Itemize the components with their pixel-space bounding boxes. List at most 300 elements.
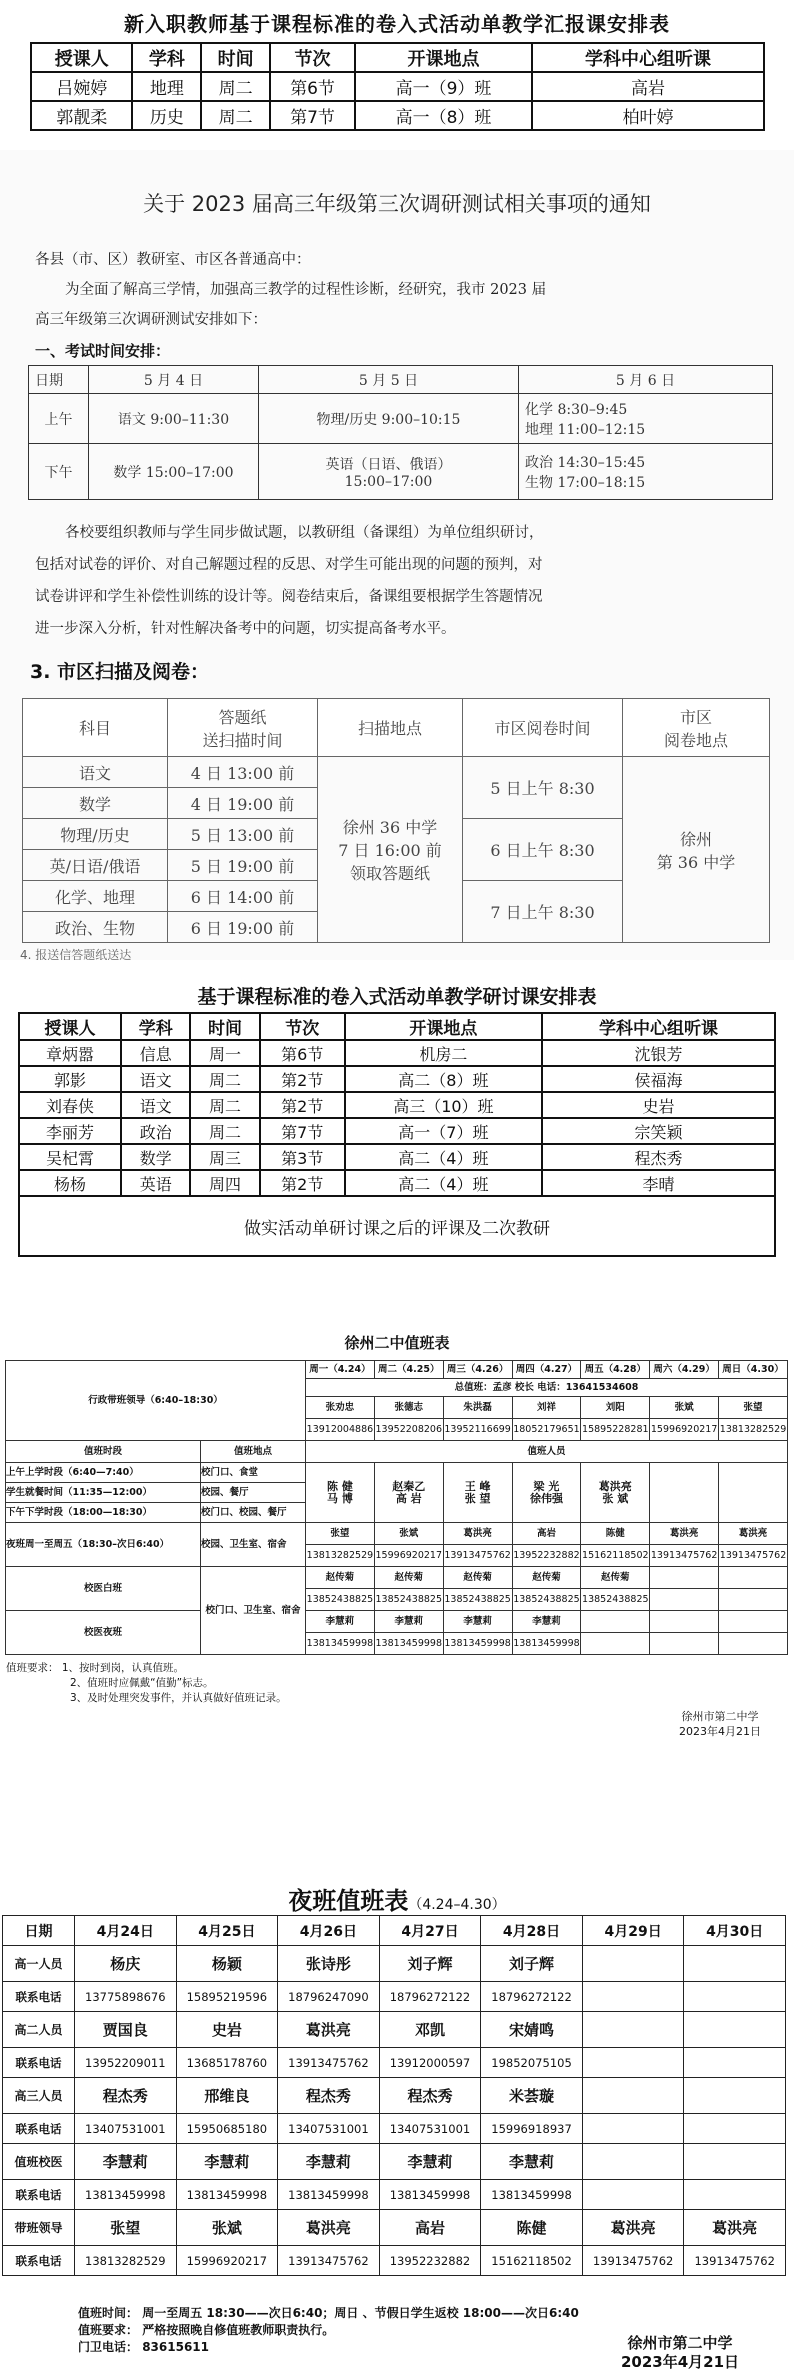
row-label: 高二人员	[3, 2012, 75, 2048]
title-text: 夜班值班表	[288, 1887, 409, 1915]
exam-time-table	[28, 365, 773, 500]
table-cell: 高二（4）班	[345, 1144, 542, 1170]
empty-cell	[581, 1633, 650, 1655]
table-cell: 周三	[190, 1144, 259, 1170]
leader-name: 张德志	[374, 1397, 443, 1419]
phone: 13912000597	[379, 2048, 481, 2078]
row-label: 上午	[29, 394, 89, 444]
notice-intro-line: 高三年级第三次调研测试安排如下：	[35, 312, 267, 328]
table-cell: 杨杨	[19, 1170, 121, 1196]
row-label: 值班校医	[3, 2144, 75, 2180]
table-cell: 周一	[190, 1040, 259, 1066]
phone: 15996918937	[481, 2114, 583, 2144]
col-header: 值班时段	[6, 1441, 201, 1463]
phone: 13813282529	[719, 1419, 788, 1441]
slot-place: 校园、餐厅	[201, 1483, 306, 1503]
leader-name: 朱洪磊	[443, 1397, 512, 1419]
empty-cell	[650, 1567, 719, 1589]
table-row	[29, 444, 773, 500]
foot-label: 值班时间：	[78, 2306, 139, 2320]
exam-entry: 化学 8:30–9:45	[525, 401, 628, 418]
teaching-report-section	[0, 0, 794, 150]
table-cell: 第3节	[260, 1144, 345, 1170]
duty-name: 李慧莉	[481, 2144, 583, 2180]
day-header: 周一（4.24）	[306, 1361, 375, 1379]
table-cell: 第2节	[260, 1170, 345, 1196]
slot-staff: 葛洪亮 张 斌	[581, 1463, 650, 1523]
table-row	[19, 1170, 775, 1196]
table-cell: 英语	[121, 1170, 190, 1196]
header-cell: 学科	[121, 1013, 190, 1040]
requirement-item: 1、按时到岗，认真值班。	[61, 1662, 185, 1674]
table-cell: 周四	[190, 1170, 259, 1196]
table-cell: 沈银芳	[542, 1040, 775, 1066]
table-cell	[259, 444, 519, 500]
subject-cell: 英/日语/俄语	[23, 850, 168, 881]
phone	[684, 1982, 786, 2012]
table-row	[3, 2246, 786, 2276]
duty-name: 程杰秀	[75, 2078, 177, 2114]
empty-cell	[650, 1463, 719, 1523]
exam-entry: 生物 17:00–18:15	[525, 474, 646, 491]
table-cell: 第2节	[260, 1092, 345, 1118]
seminar-section	[0, 960, 794, 1260]
mark-place-cell	[623, 757, 770, 943]
slot-place: 校门口、校园、餐厅	[201, 1503, 306, 1523]
signature-org: 徐州市第二中学	[681, 1710, 759, 1723]
slot-staff: 王 峰 张 望	[443, 1463, 512, 1523]
phone: 15996920217	[374, 1545, 443, 1567]
table-cell: 语文	[121, 1066, 190, 1092]
row-label: 高三人员	[3, 2078, 75, 2114]
table-cell: 信息	[121, 1040, 190, 1066]
empty-cell	[581, 1611, 650, 1633]
duty-name: 米荟璇	[481, 2078, 583, 2114]
place-line: 徐州 36 中学	[342, 818, 438, 837]
phone: 15996920217	[176, 2246, 278, 2276]
night-name: 张望	[306, 1523, 375, 1545]
phone	[684, 2180, 786, 2210]
phone: 13685178760	[176, 2048, 278, 2078]
phone: 15895228281	[581, 1419, 650, 1441]
slot-staff: 陈 健 马 博	[306, 1463, 375, 1523]
duty-name	[684, 2144, 786, 2180]
phone: 18052179651	[512, 1419, 581, 1441]
header-cell: 5 月 6 日	[519, 366, 773, 394]
leader-name: 张劝忠	[306, 1397, 375, 1419]
time-cell: 5 日 19:00 前	[168, 850, 318, 881]
date-label: 日期	[3, 1916, 75, 1946]
table-row	[6, 1463, 788, 1483]
phone: 15162118502	[581, 1545, 650, 1567]
notice-intro-line: 为全面了解高三学情，加强高三教学的过程性诊断，经研究，我市 2023 届	[65, 282, 547, 298]
time-cell: 6 日 14:00 前	[168, 881, 318, 912]
phone: 13913475762	[684, 2246, 786, 2276]
table-cell: 地理	[132, 72, 201, 101]
header-cell: 市区阅卷时间	[463, 699, 623, 757]
table-row	[31, 101, 764, 130]
duty-name	[684, 2012, 786, 2048]
notice-paragraph: 包括对试卷的评价、对自己解题过程的反思、对学生可能出现的问题的预判，对	[35, 557, 543, 573]
doctor-name: 赵传菊	[443, 1567, 512, 1589]
cut-off-text: 4. 报送信答题纸送达	[20, 948, 132, 960]
phone	[684, 2048, 786, 2078]
table-row	[3, 1946, 786, 1982]
duty-name: 邓凯	[379, 2012, 481, 2048]
table-cell: 语文	[121, 1092, 190, 1118]
duty-name	[582, 2012, 684, 2048]
phone: 13813459998	[512, 1633, 581, 1655]
signature-org: 徐州市第二中学	[627, 2334, 733, 2352]
date-header: 4月26日	[278, 1916, 380, 1946]
header-cell: 时间	[201, 43, 270, 72]
seminar-schedule-table	[18, 1012, 776, 1257]
phone: 13913475762	[719, 1545, 788, 1567]
leader-name: 张斌	[650, 1397, 719, 1419]
header-line: 答题纸	[218, 707, 267, 727]
table-cell: 第7节	[260, 1118, 345, 1144]
table-cell	[519, 444, 773, 500]
scan-place-cell	[318, 757, 463, 943]
header-cell: 科目	[23, 699, 168, 757]
row-label: 带班领导	[3, 2210, 75, 2246]
phone: 18796247090	[278, 1982, 380, 2012]
doctor-name: 赵传菊	[374, 1567, 443, 1589]
day-header: 周三（4.26）	[443, 1361, 512, 1379]
header-cell	[623, 699, 770, 757]
phone: 13952232882	[512, 1545, 581, 1567]
header-cell: 学科	[132, 43, 201, 72]
mark-time-cell: 7 日上午 8:30	[463, 881, 623, 943]
doctor-name: 赵传菊	[306, 1567, 375, 1589]
slot-place: 校门口、食堂	[201, 1463, 306, 1483]
table-header-row	[23, 699, 770, 757]
header-cell: 授课人	[19, 1013, 121, 1040]
row-label: 联系电话	[3, 2114, 75, 2144]
phone: 13407531001	[278, 2114, 380, 2144]
phone: 13813459998	[278, 2180, 380, 2210]
doctor-name: 李慧莉	[512, 1611, 581, 1633]
exam-entry: 15:00–17:00	[344, 473, 433, 490]
slot-time: 上午上学时段（6:40—7:40）	[6, 1463, 201, 1483]
phone: 13813459998	[443, 1633, 512, 1655]
slot-time: 下午下学时段（18:00—18:30）	[6, 1503, 201, 1523]
doctor-name: 赵传菊	[581, 1567, 650, 1589]
phone: 15950685180	[176, 2114, 278, 2144]
date-header: 4月24日	[75, 1916, 177, 1946]
header-cell: 学科中心组听课	[532, 43, 764, 72]
table-header-row	[6, 1361, 788, 1379]
seminar-schedule-title: 基于课程标准的卷入式活动单教学研讨课安排表	[197, 986, 597, 1008]
duty-name: 张斌	[176, 2210, 278, 2246]
table-row	[6, 1523, 788, 1545]
phone: 18796272122	[379, 1982, 481, 2012]
table-row	[31, 72, 764, 101]
table-cell: 刘春侠	[19, 1092, 121, 1118]
notice-paragraph: 进一步深入分析，针对性解决备考中的问题，切实提高备考水平。	[35, 621, 456, 637]
table-row	[6, 1567, 788, 1589]
table-cell: 周二	[190, 1118, 259, 1144]
table-row	[6, 1441, 788, 1463]
phone	[684, 2114, 786, 2144]
day-header: 周六（4.29）	[650, 1361, 719, 1379]
place-line: 7 日 16:00 前	[338, 841, 442, 860]
doctor-night-label: 校医夜班	[6, 1611, 201, 1655]
doctor-name: 赵传菊	[512, 1567, 581, 1589]
phone: 13813282529	[75, 2246, 177, 2276]
row-label: 联系电话	[3, 2246, 75, 2276]
notice-title: 关于 2023 届高三年级第三次调研测试相关事项的通知	[143, 192, 651, 216]
phone	[582, 2114, 684, 2144]
night-duty-body	[3, 1946, 786, 2276]
table-cell: 周二	[190, 1092, 259, 1118]
table-cell: 高一（8）班	[355, 101, 532, 130]
duty-name: 史岩	[176, 2012, 278, 2048]
phone: 13813459998	[374, 1633, 443, 1655]
table-cell: 高一（7）班	[345, 1118, 542, 1144]
foot-label: 门卫电话：	[78, 2340, 139, 2354]
phone	[582, 2048, 684, 2078]
duty-name: 张望	[75, 2210, 177, 2246]
phone: 13852438825	[512, 1589, 581, 1611]
table-cell: 李晴	[542, 1170, 775, 1196]
requirement-item: 3、及时处理突发事件，并认真做好值班记录。	[70, 1692, 287, 1704]
duty-name: 葛洪亮	[582, 2210, 684, 2246]
header-cell: 时间	[190, 1013, 259, 1040]
col-header: 值班地点	[201, 1441, 306, 1463]
table-cell: 政治	[121, 1118, 190, 1144]
exam-notice-section	[0, 150, 794, 960]
phone: 13913475762	[650, 1545, 719, 1567]
duty-name: 葛洪亮	[278, 2012, 380, 2048]
night-name: 葛洪亮	[719, 1523, 788, 1545]
table-cell: 高二（8）班	[345, 1066, 542, 1092]
time-cell: 4 日 13:00 前	[168, 757, 318, 788]
duty-roster-title: 徐州二中值班表	[344, 1334, 450, 1352]
table-cell: 数学 15:00–17:00	[89, 444, 259, 500]
time-cell: 4 日 19:00 前	[168, 788, 318, 819]
subject-cell: 数学	[23, 788, 168, 819]
duty-name: 张诗彤	[278, 1946, 380, 1982]
slot-staff: 梁 光 徐伟强	[512, 1463, 581, 1523]
row-label: 联系电话	[3, 2180, 75, 2210]
table-cell: 周二	[190, 1066, 259, 1092]
duty-name: 程杰秀	[379, 2078, 481, 2114]
header-cell: 学科中心组听课	[542, 1013, 775, 1040]
doctor-day-label: 校医白班	[6, 1567, 201, 1611]
row-label: 联系电话	[3, 2048, 75, 2078]
duty-time-note	[78, 2304, 579, 2321]
phone: 13913475762	[582, 2246, 684, 2276]
phone: 19852075105	[481, 2048, 583, 2078]
subject-cell: 政治、生物	[23, 912, 168, 943]
phone: 13852438825	[374, 1589, 443, 1611]
doctor-name: 李慧莉	[306, 1611, 375, 1633]
empty-cell	[650, 1589, 719, 1611]
duty-name	[582, 2144, 684, 2180]
table-header-row	[3, 1916, 786, 1946]
duty-name: 李慧莉	[176, 2144, 278, 2180]
duty-roster-table	[5, 1360, 788, 1655]
phone: 13952116699	[443, 1419, 512, 1441]
mark-time-cell: 5 日上午 8:30	[463, 757, 623, 819]
table-row	[29, 394, 773, 444]
gate-phone-note	[78, 2338, 209, 2355]
phone: 13852438825	[581, 1589, 650, 1611]
duty-roster-section	[0, 1320, 794, 1775]
empty-cell	[650, 1633, 719, 1655]
foot-label: 值班要求：	[78, 2323, 139, 2337]
table-row	[6, 1611, 788, 1633]
duty-name: 陈健	[481, 2210, 583, 2246]
night-duty-table	[2, 1915, 786, 2276]
date-header: 4月27日	[379, 1916, 481, 1946]
table-cell: 周二	[201, 101, 270, 130]
duty-name	[684, 1946, 786, 1982]
phone: 13852438825	[443, 1589, 512, 1611]
duty-name	[582, 1946, 684, 1982]
table-cell: 郭影	[19, 1066, 121, 1092]
table-cell: 侯福海	[542, 1066, 775, 1092]
duty-name: 李慧莉	[379, 2144, 481, 2180]
table-cell: 数学	[121, 1144, 190, 1170]
empty-cell	[719, 1589, 788, 1611]
table-cell	[519, 394, 773, 444]
seminar-note: 做实活动单研讨课之后的评课及二次教研	[19, 1196, 775, 1256]
table-header-row	[19, 1013, 775, 1040]
duty-name: 刘子辉	[379, 1946, 481, 1982]
night-name: 陈健	[581, 1523, 650, 1545]
phone: 13813459998	[481, 2180, 583, 2210]
table-cell: 周二	[201, 72, 270, 101]
table-cell: 郭靓柔	[31, 101, 132, 130]
night-duty-title	[0, 1881, 794, 1916]
phone	[582, 2180, 684, 2210]
day-header: 周二（4.25）	[374, 1361, 443, 1379]
table-cell: 机房二	[345, 1040, 542, 1066]
subject-cell: 物理/历史	[23, 819, 168, 850]
table-cell: 高一（9）班	[355, 72, 532, 101]
phone: 15162118502	[481, 2246, 583, 2276]
table-row	[19, 1118, 775, 1144]
leader-name: 刘祥	[512, 1397, 581, 1419]
table-row	[3, 2078, 786, 2114]
table-row	[19, 1066, 775, 1092]
phone: 18796272122	[481, 1982, 583, 2012]
place-line: 第 36 中学	[656, 852, 736, 872]
phone: 13775898676	[75, 1982, 177, 2012]
table-header-row	[29, 366, 773, 394]
time-cell: 6 日 19:00 前	[168, 912, 318, 943]
table-row	[3, 2048, 786, 2078]
phone: 15996920217	[650, 1419, 719, 1441]
duty-name: 程杰秀	[278, 2078, 380, 2114]
header-cell: 5 月 5 日	[259, 366, 519, 394]
header-cell: 节次	[260, 1013, 345, 1040]
report-schedule-table	[30, 42, 765, 131]
table-row	[19, 1092, 775, 1118]
scan-heading: 3. 市区扫描及阅卷：	[30, 661, 210, 683]
date-header: 4月29日	[582, 1916, 684, 1946]
signature-date: 2023年4月21日	[679, 1725, 761, 1738]
subject-cell: 化学、地理	[23, 881, 168, 912]
signature-date: 2023年4月21日	[620, 2353, 740, 2371]
day-header: 周四（4.27）	[512, 1361, 581, 1379]
table-row	[3, 1982, 786, 2012]
phone: 15895219596	[176, 1982, 278, 2012]
empty-cell	[719, 1567, 788, 1589]
duty-name: 刘子辉	[481, 1946, 583, 1982]
table-row	[23, 757, 770, 788]
header-cell	[168, 699, 318, 757]
table-cell: 柏叶婷	[532, 101, 764, 130]
mark-time-cell: 6 日上午 8:30	[463, 819, 623, 881]
phone: 13952208206	[374, 1419, 443, 1441]
empty-cell	[719, 1633, 788, 1655]
doctor-name: 李慧莉	[374, 1611, 443, 1633]
night-duty-section	[0, 1875, 794, 2371]
table-row	[19, 1196, 775, 1256]
phone: 13912004886	[306, 1419, 375, 1441]
table-cell: 章炳嚣	[19, 1040, 121, 1066]
duty-name: 杨庆	[75, 1946, 177, 1982]
table-cell: 史岩	[542, 1092, 775, 1118]
phone: 13813459998	[176, 2180, 278, 2210]
duty-name: 葛洪亮	[684, 2210, 786, 2246]
header-cell: 节次	[270, 43, 355, 72]
phone: 13407531001	[379, 2114, 481, 2144]
header-line: 市区	[679, 707, 712, 727]
header-cell: 开课地点	[355, 43, 532, 72]
duty-name: 李慧莉	[75, 2144, 177, 2180]
table-cell: 高二（4）班	[345, 1170, 542, 1196]
subject-cell: 语文	[23, 757, 168, 788]
phone: 13407531001	[75, 2114, 177, 2144]
table-cell: 第6节	[260, 1040, 345, 1066]
header-cell: 5 月 4 日	[89, 366, 259, 394]
doctor-name: 李慧莉	[443, 1611, 512, 1633]
duty-name: 邢维良	[176, 2078, 278, 2114]
row-label: 高一人员	[3, 1946, 75, 1982]
scan-marking-table	[22, 698, 770, 943]
duty-name: 李慧莉	[278, 2144, 380, 2180]
phone: 13852438825	[306, 1589, 375, 1611]
phone: 13813459998	[379, 2180, 481, 2210]
phone	[582, 1982, 684, 2012]
exam-entry: 英语（日语、俄语）	[325, 456, 452, 473]
table-header-row	[31, 43, 764, 72]
table-row	[3, 2012, 786, 2048]
table-cell: 高三（10）班	[345, 1092, 542, 1118]
night-place: 校园、卫生室、宿舍	[201, 1523, 306, 1567]
date-header: 4月30日	[684, 1916, 786, 1946]
empty-cell	[650, 1611, 719, 1633]
table-row	[3, 2114, 786, 2144]
day-header: 周五（4.28）	[581, 1361, 650, 1379]
table-cell: 宗笑颖	[542, 1118, 775, 1144]
foot-text: 严格按照晚自修值班教师职责执行。	[142, 2323, 335, 2337]
duty-name	[582, 2078, 684, 2114]
header-line: 阅卷地点	[663, 730, 728, 750]
table-cell: 第7节	[270, 101, 355, 130]
table-cell: 第2节	[260, 1066, 345, 1092]
phone: 13913475762	[278, 2246, 380, 2276]
duty-name: 葛洪亮	[278, 2210, 380, 2246]
notice-paragraph: 各校要组织教师与学生同步做试题，以教研组（备课组）为单位组织研讨，	[65, 525, 544, 541]
place-line: 领取答题纸	[349, 864, 430, 883]
phone: 13913475762	[443, 1545, 512, 1567]
table-cell: 程杰秀	[542, 1144, 775, 1170]
